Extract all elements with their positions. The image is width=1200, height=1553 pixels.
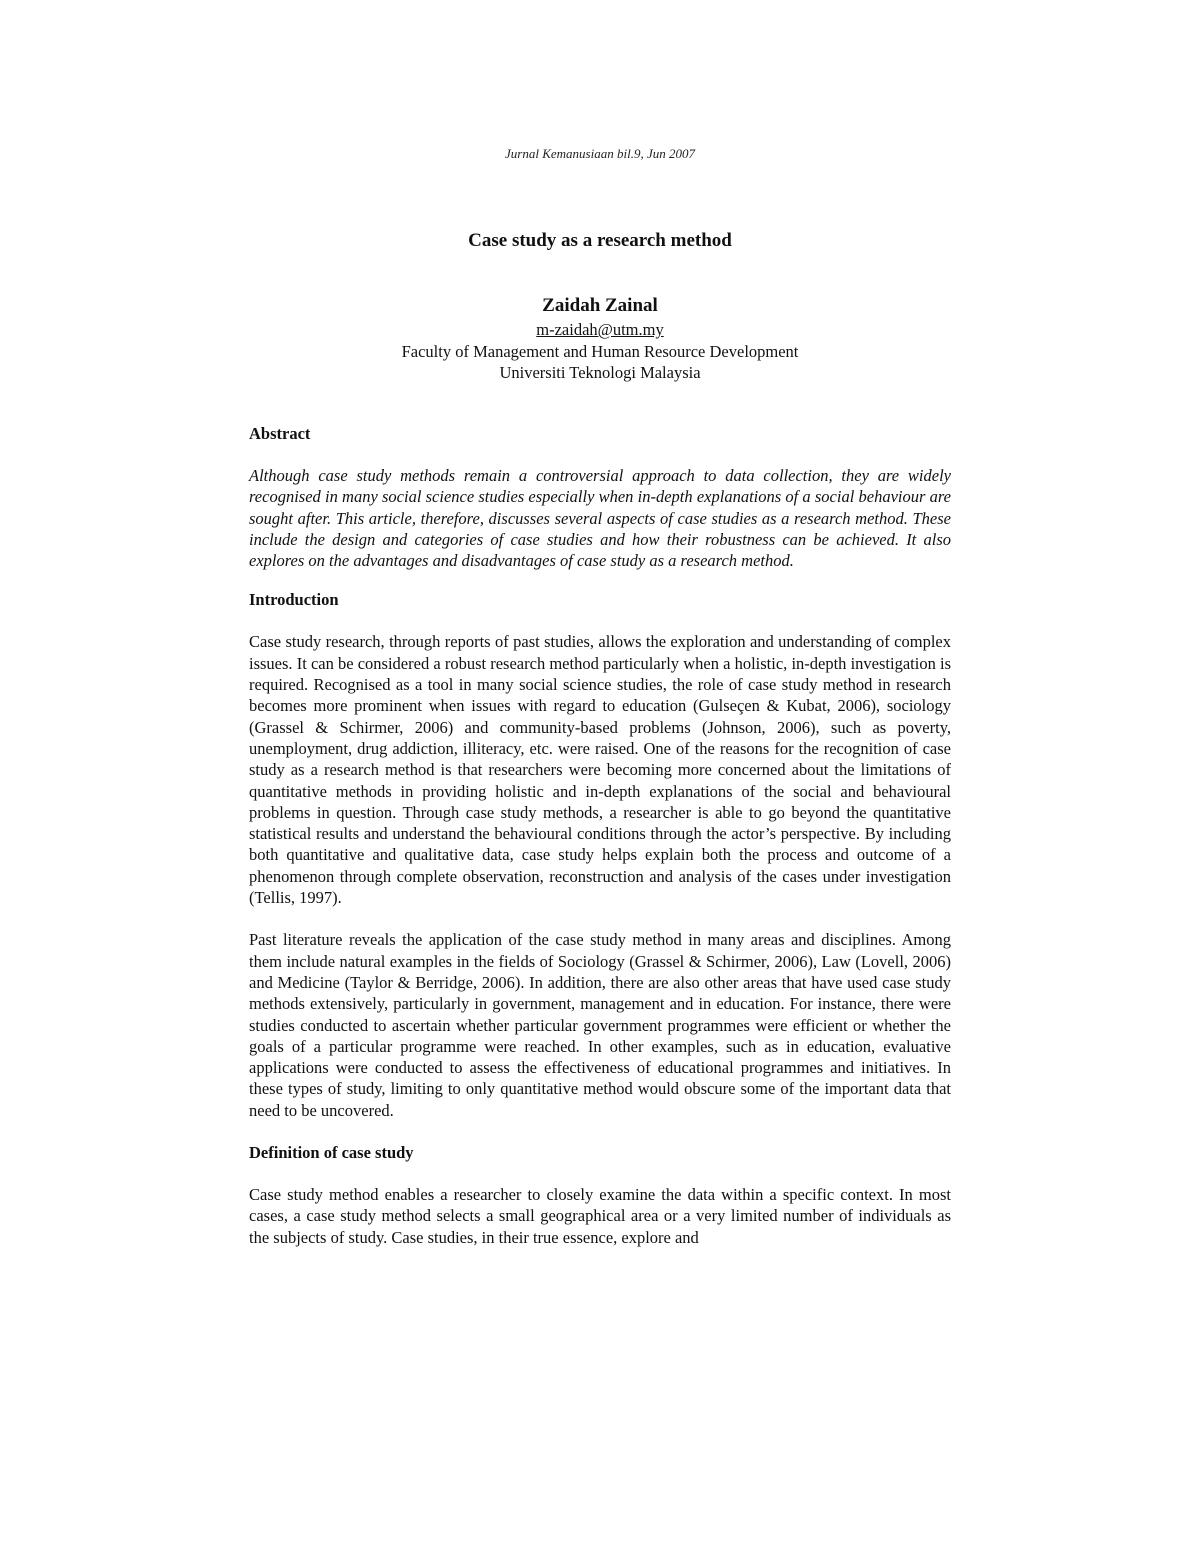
definition-paragraph-1: Case study method enables a researcher to closely examine the data within a specific context. In most cases, a case study method selects a small geographical area or a very limited number of individuals as the subjects of study. Case studies, in their true essence, explore and (249, 1185, 951, 1247)
paper-body (249, 423, 951, 1269)
introduction-paragraph-1: Case study research, through reports of past studies, allows the exploration and understanding of complex issues. It can be considered a robust research method particularly when a holistic, in-depth investigation is required. Recognised as a tool in many social science studies, the role of case study method in research becomes more prominent when issues with regard to education (Gulseçen & Kubat, 2006), sociology (Grassel & Schirmer, 2006) and community-based problems (Johnson, 2006), such as poverty, unemployment, drug addiction, illiteracy, etc. were raised. One of the reasons for the recognition of case study as a research method is that researchers were becoming more concerned about the limitations of quantitative methods in providing holistic and in-depth explanations of the social and behavioural problems in question. Through case study methods, a researcher is able to go beyond the quantitative statistical results and understand the behavioural conditions through the actor’s perspective. By including both quantitative and qualitative data, case study helps explain both the process and outcome of a phenomenon through complete observation, reconstruction and analysis of the cases under investigation (Tellis, 1997). (249, 632, 951, 908)
author-university: Universiti Teknologi Malaysia (499, 363, 701, 382)
author-name: Zaidah Zainal (542, 295, 658, 316)
abstract-heading: Abstract (249, 424, 311, 443)
paper-title: Case study as a research method (468, 230, 732, 251)
author-faculty: Faculty of Management and Human Resource Development (401, 341, 799, 361)
title-block (0, 229, 1200, 253)
introduction-paragraph-2: Past literature reveals the application of the case study method in many areas and disciplines. Among them include natural examples in the fields of Sociology (Grassel & Schirmer, 2006), Law (Lovell, 2006) and Medicine (Taylor & Berridge, 2006). In addition, there are also other areas that have used case study methods extensively, particularly in government, management and in education. For instance, there were studies conducted to ascertain whether particular government programmes were efficient or whether the goals of a particular programme were reached. In other examples, such as in education, evaluative applications were conducted to assess the effectiveness of educational programmes and initiatives. In these types of study, limiting to only quantitative method would obscure some of the important data that need to be uncovered. (249, 930, 951, 1120)
journal-header: Jurnal Kemanusiaan bil.9, Jun 2007 (505, 146, 695, 161)
author-email-link[interactable]: m-zaidah@utm.my (536, 320, 664, 339)
abstract-text: Although case study methods remain a controversial approach to data collection, they are widely recognised in many social science studies especially when in-depth explanations of a social behaviour are sought after. This article, therefore, discusses several aspects of case studies as a research method. These include the design and categories of case studies and how their robustness can be achieved. It also explores on the advantages and disadvantages of case study as a research method. (249, 466, 951, 571)
definition-heading: Definition of case study (249, 1143, 414, 1163)
introduction-heading: Introduction (249, 590, 339, 610)
author-block (0, 293, 1200, 384)
